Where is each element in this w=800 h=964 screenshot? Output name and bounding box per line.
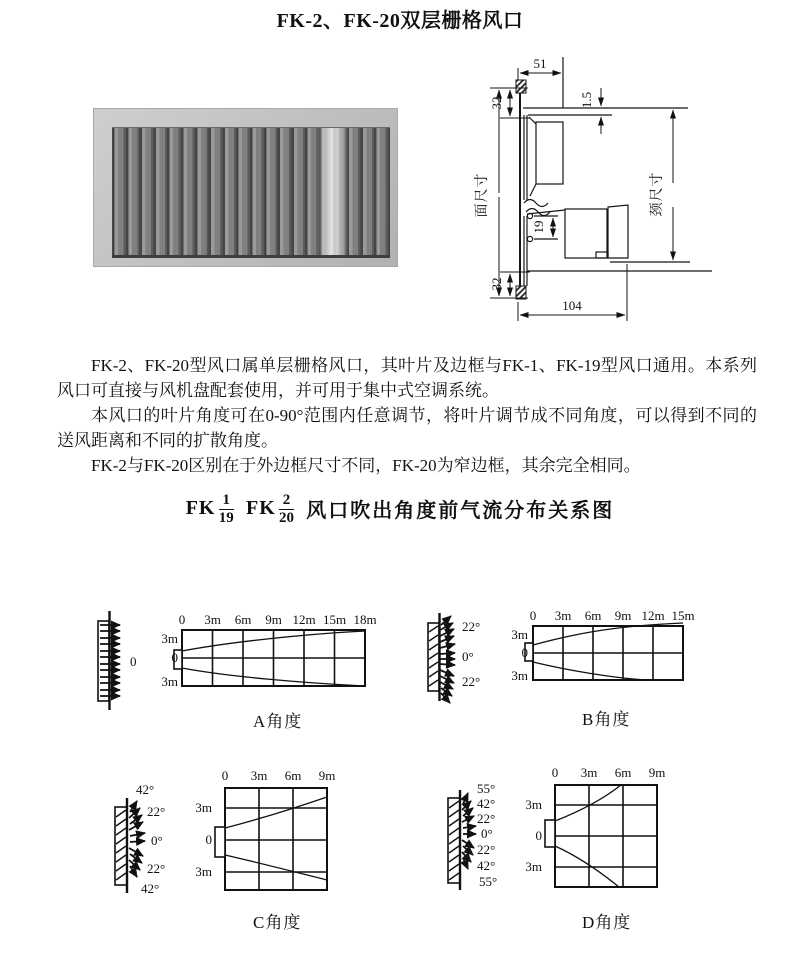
diagram-d	[420, 760, 740, 900]
dim-104: 104	[562, 298, 582, 313]
dim-19: 19	[531, 220, 546, 234]
y-label: 3m	[195, 864, 212, 879]
dim-32-bottom: 32	[489, 277, 504, 291]
vane-angle-label: 22°	[462, 674, 481, 689]
y-label: 3m	[161, 631, 178, 646]
x-tick: 6m	[614, 765, 632, 780]
y-label: 0	[205, 832, 212, 847]
vane-angle-label: 0	[130, 654, 137, 669]
y-label: 3m	[525, 859, 542, 874]
caption-b: B角度	[582, 710, 631, 729]
paragraph-3: FK-2与FK-20区别在于外边框尺寸不同，FK-20为窄边框，其余完全相同。	[91, 456, 641, 475]
y-label: 3m	[525, 797, 542, 812]
x-tick: 6m	[234, 612, 252, 627]
paragraph-2: 本风口的叶片角度可在0-90°范围内任意调节，将叶片调节成不同角度，可以得到不同的送风距离和不同的扩散角度。	[57, 406, 757, 450]
x-tick: 3m	[204, 612, 221, 627]
vane-angle-label: 22°	[147, 804, 166, 819]
vane-angle-label: 42°	[141, 881, 160, 896]
vane-angle-label: 22°	[477, 811, 496, 826]
x-tick: 6m	[584, 608, 602, 623]
vane-angle-label: 0°	[462, 649, 474, 664]
y-label: 0	[521, 645, 528, 660]
y-label: 0	[171, 650, 178, 665]
vane-angle-label: 42°	[477, 858, 496, 873]
grille-slats	[112, 127, 390, 258]
vane-angle-label: 55°	[477, 781, 496, 796]
grid-c	[225, 788, 327, 890]
dim-51: 51	[533, 56, 547, 71]
y-label: 3m	[161, 674, 178, 689]
x-tick: 9m	[648, 765, 666, 780]
fraction-numerator: 2	[279, 492, 295, 510]
x-tick: 3m	[580, 765, 598, 780]
y-label: 0	[535, 828, 542, 843]
vane-angle-label: 22°	[477, 842, 496, 857]
x-tick: 3m	[250, 768, 268, 783]
body-text	[57, 353, 757, 478]
diagram-b	[410, 598, 740, 720]
x-tick: 9m	[614, 608, 632, 623]
dimension-drawing	[450, 50, 795, 330]
fk2-label: FK	[246, 497, 276, 520]
x-tick: 15m	[671, 608, 695, 623]
dim-1-5: 1.5	[579, 91, 594, 109]
fraction-denominator: 19	[218, 510, 234, 527]
x-tick: 12m	[292, 612, 316, 627]
outlet-source-c	[215, 827, 225, 857]
outlet-source-d	[545, 820, 555, 847]
x-tick: 9m	[318, 768, 336, 783]
page-title: FK-2、FK-20双层栅格风口	[276, 10, 524, 32]
x-tick: 15m	[322, 612, 347, 627]
x-tick: 0	[178, 612, 186, 627]
vane-angle-label: 0°	[481, 826, 493, 841]
x-tick: 18m	[353, 612, 377, 627]
airflow-envelope-c	[225, 797, 327, 880]
x-tick: 0	[529, 608, 537, 623]
vane-angle-label: 22°	[462, 619, 481, 634]
diagram-c	[90, 760, 400, 900]
face-size-label: 面尺寸	[475, 172, 490, 218]
subtitle-text: 风口吹出角度前气流分布关系图	[306, 500, 615, 523]
caption-a: A角度	[253, 712, 303, 731]
y-label: 3m	[511, 627, 528, 642]
vane-symbol-d	[448, 790, 476, 890]
fraction-numerator: 1	[219, 492, 235, 510]
x-tick: 12m	[641, 608, 665, 623]
section-profile	[516, 57, 712, 299]
x-tick: 9m	[265, 612, 282, 627]
fraction-fk-1-19	[219, 492, 235, 528]
dim-32-top: 32	[489, 96, 504, 110]
vane-symbol-c	[115, 798, 145, 893]
grid-b	[533, 626, 683, 680]
vane-angle-label: 42°	[477, 796, 496, 811]
paragraph-1: FK-2、FK-20型风口属单层栅格风口，其叶片及边框与FK-1、FK-19型风口通用。本系列风口可直接与风机盘配套使用，并可用于集中式空调系统。	[57, 356, 757, 400]
y-label: 3m	[195, 800, 212, 815]
caption-c: C角度	[253, 913, 302, 932]
x-tick: 3m	[554, 608, 572, 623]
x-tick: 6m	[284, 768, 302, 783]
x-tick: 0	[221, 768, 229, 783]
fraction-denominator: 20	[279, 510, 295, 527]
vane-angle-label: 42°	[136, 782, 155, 797]
fk1-label: FK	[185, 497, 216, 520]
x-tick: 0	[551, 765, 559, 780]
y-label: 3m	[511, 668, 528, 683]
diagram-a	[80, 598, 400, 720]
grid-d	[555, 785, 657, 887]
vane-symbol-a	[98, 611, 120, 710]
vane-symbol-b	[428, 613, 455, 703]
grille-photo	[93, 108, 398, 267]
fraction-fk-2-20	[279, 492, 295, 528]
caption-d: D角度	[582, 913, 632, 932]
airflow-envelope-b	[533, 623, 683, 680]
section-subtitle	[0, 491, 800, 527]
neck-size-label: 颈尺寸	[650, 171, 665, 217]
vane-angle-label: 55°	[479, 874, 498, 889]
vane-angle-label: 0°	[151, 833, 163, 848]
vane-angle-label: 22°	[147, 861, 166, 876]
